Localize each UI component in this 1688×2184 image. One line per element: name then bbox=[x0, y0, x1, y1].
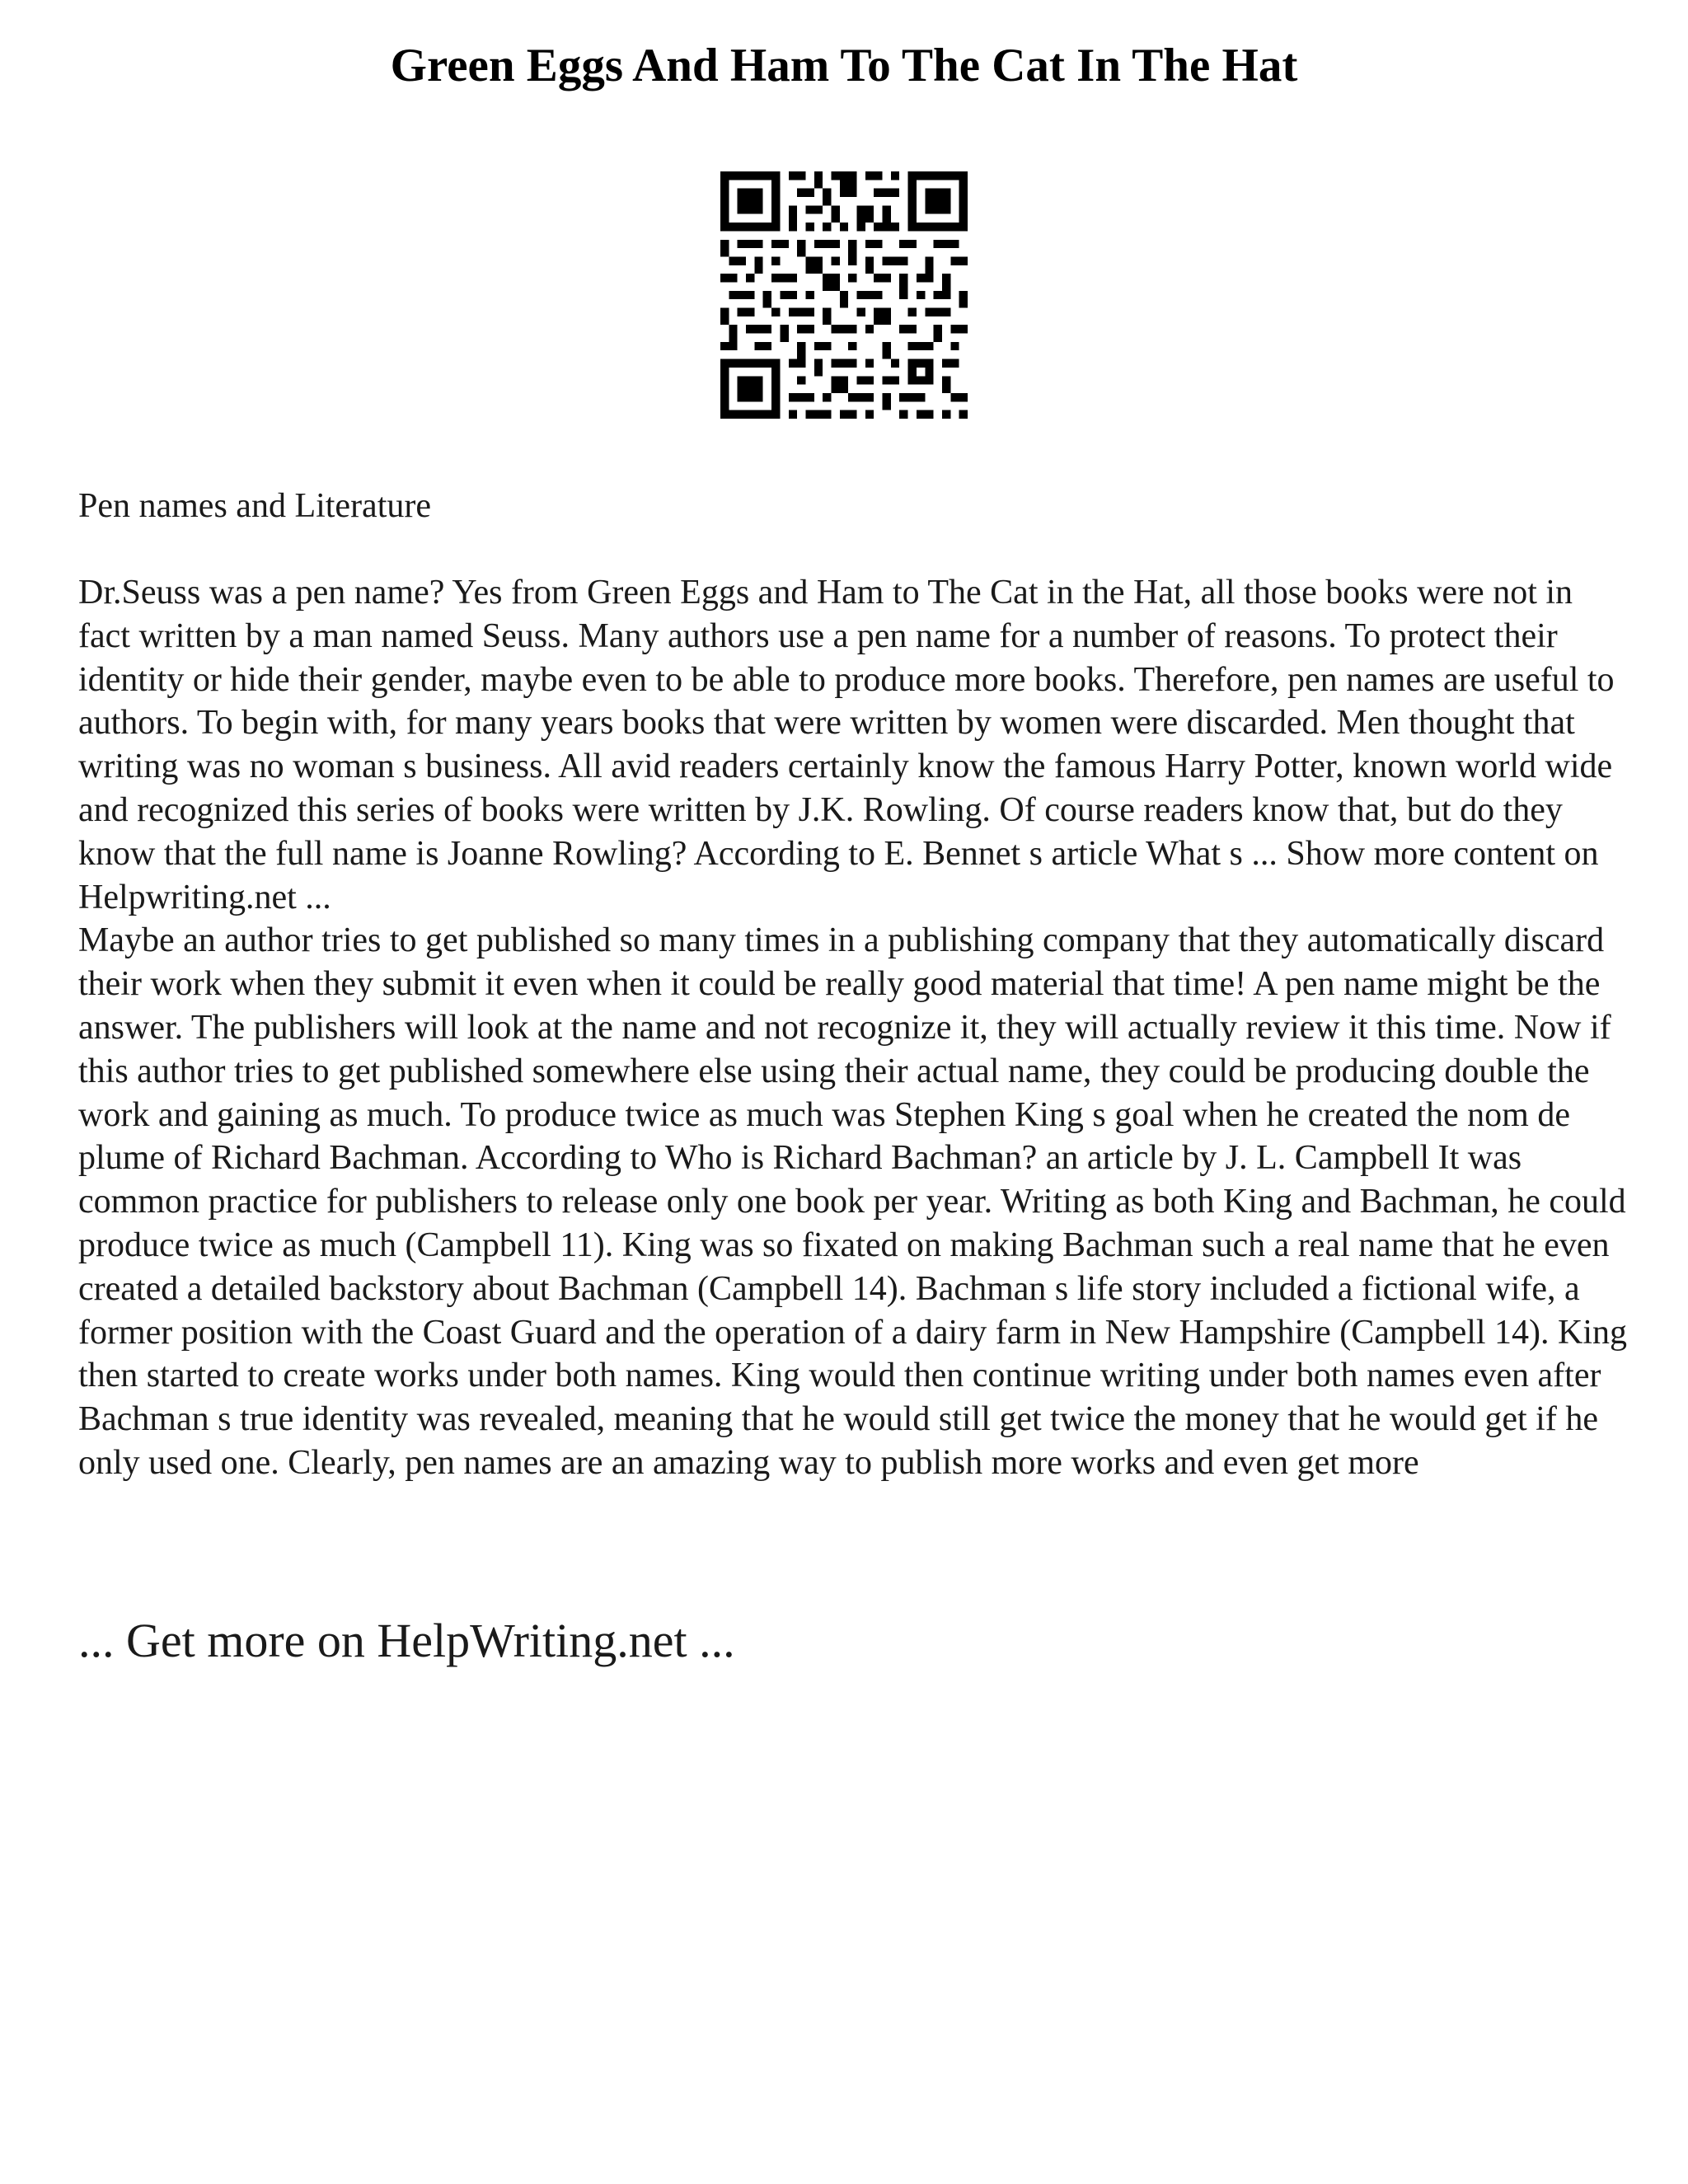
get-more-link[interactable]: ... Get more on HelpWriting.net ... bbox=[78, 1614, 735, 1667]
page-title: Green Eggs And Ham To The Cat In The Hat bbox=[390, 40, 1298, 91]
section-heading: Pen names and Literature bbox=[78, 487, 431, 525]
article-body bbox=[78, 571, 1628, 1485]
paragraph: Dr.Seuss was a pen name? Yes from Green Eggs and Ham to The Cat in the Hat, all those books were not in fact written by a man named Seuss. Many authors use a pen name for a number of reasons. To protect their identity or hide their gender, maybe even to be able to produce more books. Therefore, pen names are useful to authors. To begin with, for many years books that were written by women were discarded. Men thought that writing was no woman s business. All avid readers certainly know the famous Harry Potter, known world wide and recognized this series of books were written by J.K. Rowling. Of course readers know that, but do they know that the full name is Joanne Rowling? According to E. Bennet s article What s ... Show more content on Helpwriting.net ... bbox=[78, 574, 1615, 916]
paragraph: Maybe an author tries to get published so many times in a publishing company that they automatically discard their work when they submit it even when it could be really good material that time! A pen name might be the answer. The publishers will look at the name and not recognize it, they will actually review it this time. Now if this author tries to get published somewhere else using their actual name, they could be producing double the work and gaining as much. To produce twice as much was Stephen King s goal when he created the nom de plume of Richard Bachman. According to Who is Richard Bachman? an article by J. L. Campbell It was common practice for publishers to release only one book per year. Writing as both King and Bachman, he could produce twice as much (Campbell 11). King was so fixated on making Bachman such a real name that he even created a detailed backstory about Bachman (Campbell 14). Bachman s life story included a fictional wife, a former position with the Coast Guard and the operation of a dairy farm in New Hampshire (Campbell 14). King then started to create works under both names. King would then continue writing under both names even after Bachman s true identity was revealed, meaning that he would still get twice the money that he would get if he only used one. Clearly, pen names are an amazing way to publish more works and even get more bbox=[78, 921, 1628, 1482]
qr-code-icon bbox=[720, 171, 968, 419]
